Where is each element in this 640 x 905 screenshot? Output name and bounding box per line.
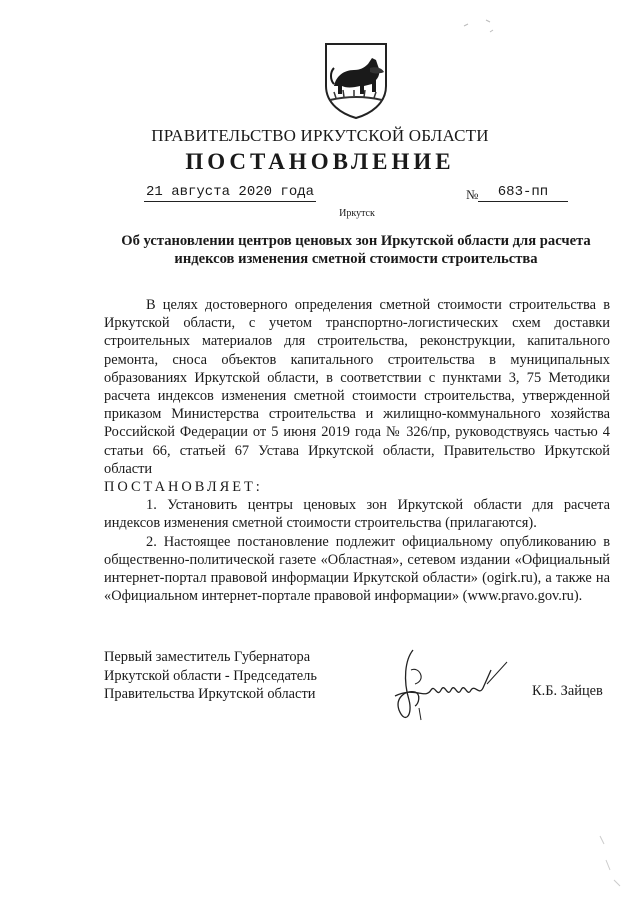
decree-body <box>104 296 610 605</box>
position-line-1: Первый заместитель Губернатора <box>104 649 311 665</box>
handwritten-signature <box>375 640 525 730</box>
item-1-paragraph: 1. Установить центры ценовых зон Иркутской области для расчета индексов изменения сметной стоимости строительства (прилагаются). <box>104 497 610 532</box>
scan-mark <box>596 830 626 890</box>
resolves-heading: ПОСТАНОВЛЯЕТ: <box>104 479 263 496</box>
item-2-paragraph: 2. Настоящее постановление подлежит официальному опубликованию в общественно-политической газете «Областная», сетевом издании «Официальный интернет-портал правовой информации Иркутской области» (ogirk.ru), а также на «Официальном интернет-портале правовой информации» (www.pravo.gov.ru). <box>104 533 610 605</box>
government-name: ПРАВИТЕЛЬСТВО ИРКУТСКОЙ ОБЛАСТИ <box>151 126 489 145</box>
decree-number: 683-пп <box>478 184 568 202</box>
scan-mark <box>460 12 500 42</box>
number-sign: № <box>466 187 479 202</box>
signatory-position <box>104 648 317 704</box>
signatory-name: К.Б. Зайцев <box>532 683 603 699</box>
coat-of-arms-emblem <box>320 40 392 120</box>
position-line-3: Правительства Иркутской области <box>104 686 316 702</box>
decree-title: Об установлении центров ценовых зон Иркутской области для расчета индексов изменения сметной стоимости строительства <box>121 233 591 267</box>
position-line-2: Иркутской области - Председатель <box>104 667 317 684</box>
preamble-paragraph: В целях достоверного определения сметной стоимости строительства в Иркутской области, с учетом транспортно-логистических схем доставки строительных материалов для строительства, реконструкции, капитального ремонта, сноса объектов капитального строительства в муниципальных образованиях Иркутской области, в соответствии с пунктами 3, 75 Методики расчета индексов изменения сметной стоимости строительства, утвержденной приказом Министерства строительства и жилищно-коммунального хозяйства Российской Федерации от 5 июня 2019 года № 326/пр, руководствуясь частью 4 статьи 66, статьей 67 Устава Иркутской области, Правительство Иркутской области <box>104 297 610 477</box>
document-type: ПОСТАНОВЛЕНИЕ <box>185 149 455 174</box>
city-name: Иркутск <box>339 208 375 219</box>
decree-date: 21 августа 2020 года <box>146 184 315 200</box>
